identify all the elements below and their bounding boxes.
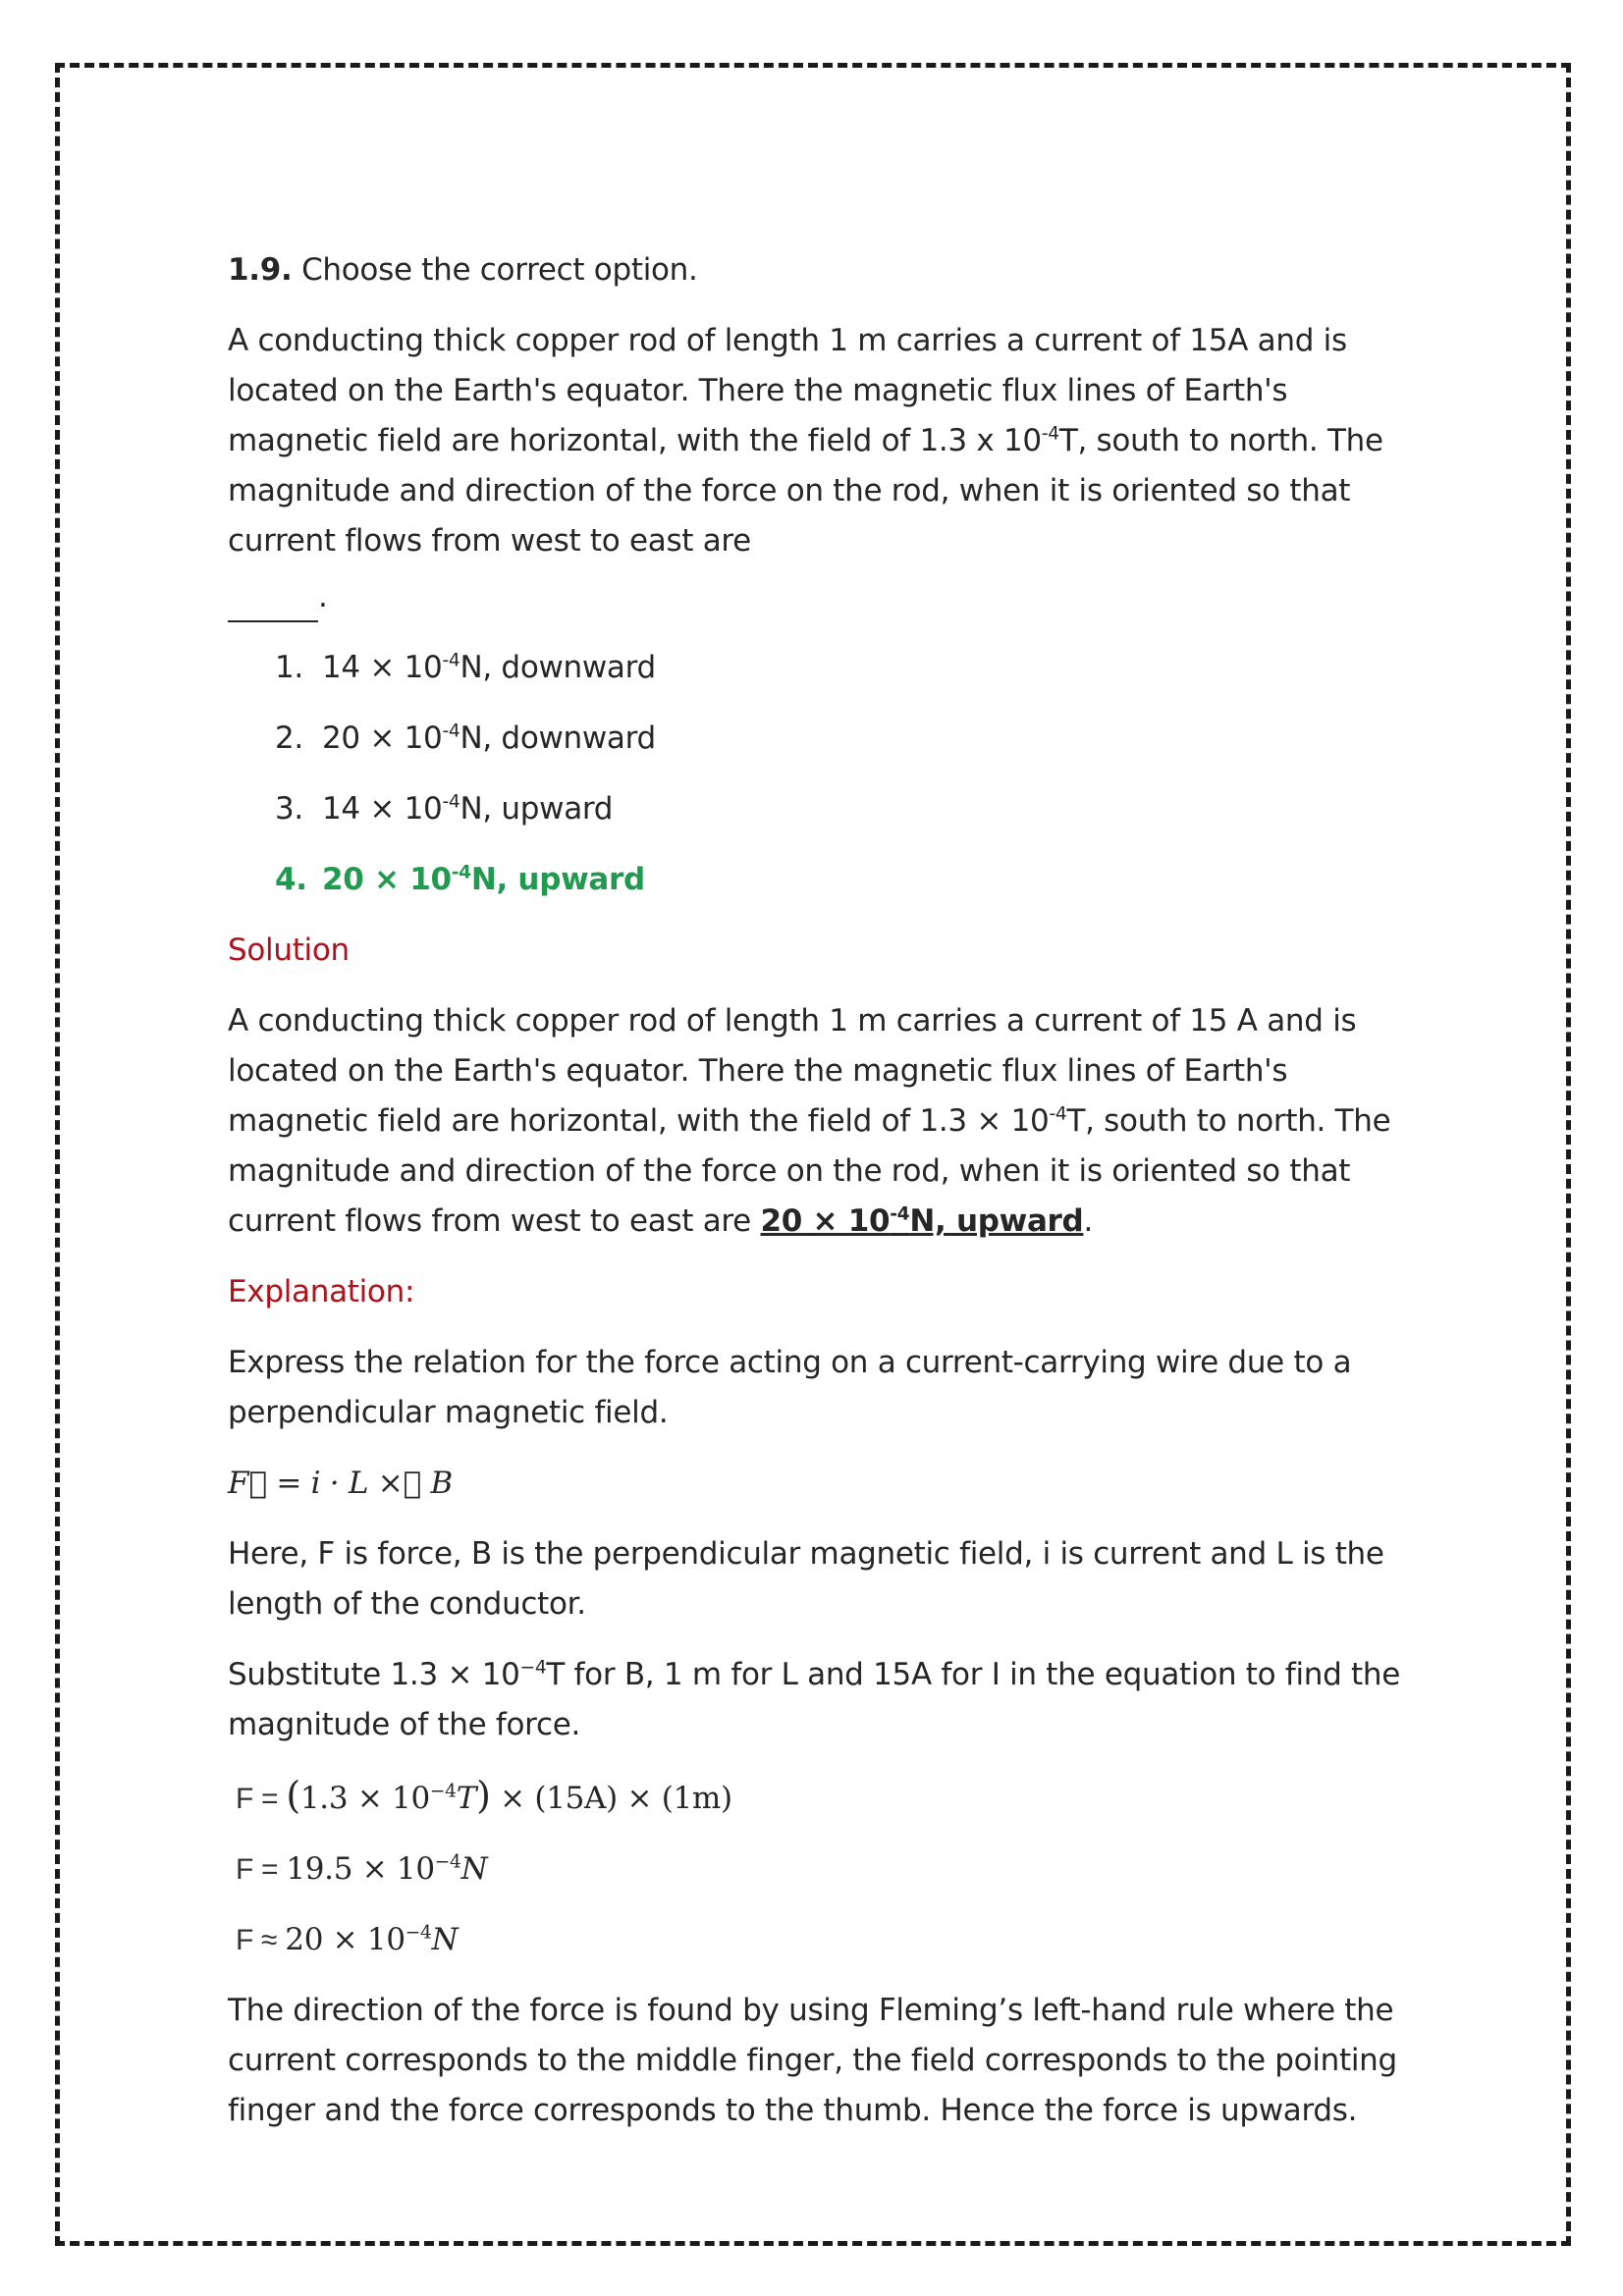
explanation-definitions: Here, F is force, B is the perpendicular magnetic field, i is current and L is the length of the conductor. <box>228 1536 1384 1622</box>
question-text <box>228 316 1406 566</box>
answer-blank-line <box>228 572 1406 622</box>
substitute-text: Substitute 1.3 × 10 <box>228 1657 520 1692</box>
equation-lhs: F = <box>236 1853 287 1886</box>
solution-heading: Solution <box>228 933 350 968</box>
eq-value: 19.5 × 10 <box>286 1851 435 1887</box>
equation-rhs <box>285 1922 458 1957</box>
option-1 <box>275 643 1406 693</box>
eq-rest: × (15A) × (1m) <box>490 1781 732 1816</box>
answer-unit: N, upward <box>909 1203 1084 1239</box>
solution-answer <box>761 1203 1084 1239</box>
explanation-intro: Express the relation for the force acting on a current-carrying wire due to a perpendicular magnetic field. <box>228 1345 1352 1430</box>
eq-exponent: −4 <box>405 1922 432 1944</box>
solution-text-mid: T, south to north. The magnitude and direction of the force on the rod, when it is oriented so that current flows from west to east are <box>228 1103 1391 1239</box>
eq-unit: N <box>431 1922 459 1957</box>
answer-period: . <box>1083 1203 1093 1239</box>
option-3 <box>275 784 1406 834</box>
option-unit: N, downward <box>460 650 656 685</box>
question-prompt: Choose the correct option. <box>301 252 698 288</box>
eq-unit: N <box>460 1851 488 1887</box>
option-unit: N, downward <box>460 721 656 756</box>
eq-exponent: −4 <box>429 1781 457 1802</box>
solution-text <box>228 996 1406 1247</box>
question-number: 1.9. <box>228 252 293 288</box>
option-number: 4. <box>275 862 307 897</box>
question-text-end: T, south to north. The magnitude and direction of the force on the rod, when it is oriented so that current flows from west to east are <box>228 423 1383 559</box>
equation-rhs: $(1.3 \times 10^{-4}T) \times (15A) \times (1m)$ <box>286 1774 732 1817</box>
solution-exponent: -4 <box>1049 1103 1067 1125</box>
equation-2 <box>228 1844 1406 1895</box>
option-number: 3. <box>275 791 303 827</box>
answer-blank <box>228 587 318 622</box>
option-unit: N, upward <box>470 862 645 897</box>
explanation-conclusion: The direction of the force is found by using Fleming’s left-hand rule where the current corresponds to the middle finger, the field corresponds to the pointing finger and the force corresponds to the thumb. Hence the force is upwards. <box>228 1993 1397 2128</box>
equation-1 <box>228 1771 1406 1824</box>
option-4-correct <box>275 855 1406 905</box>
option-number: 1. <box>275 650 303 685</box>
answer-exponent: -4 <box>890 1203 910 1225</box>
option-2 <box>275 714 1406 764</box>
solution-text-part: A conducting thick copper rod of length 1 m carries a current of 15 A and is located on the Earth's equator. There the magnetic flux lines of Earth's magnetic field are horizontal, with the field of 1.3 × 10 <box>228 1003 1357 1139</box>
explanation-heading: Explanation: <box>228 1274 415 1309</box>
option-text <box>322 784 613 834</box>
blank-period: . <box>318 579 328 614</box>
equation-lhs: F ≈ <box>236 1924 286 1956</box>
option-number: 2. <box>275 721 303 756</box>
question-text-part: A conducting thick copper rod of length 1 m carries a current of 15A and is located on the Earth's equator. There the magnetic flux lines of Earth's magnetic field are horizontal, with the field of 1.3 x 10 <box>228 323 1347 458</box>
question-exponent: -4 <box>1041 423 1059 445</box>
eq-exponent: −4 <box>434 1851 461 1873</box>
option-exponent: -4 <box>451 862 471 883</box>
option-value: 20 × 10 <box>322 721 443 756</box>
eq-unit: T <box>456 1781 477 1816</box>
equation-3 <box>228 1915 1406 1965</box>
answer-value: 20 × 10 <box>760 1203 891 1239</box>
substitute-text-end: T for B, 1 m for L and 15A for I in the equation to find the magnitude of the force. <box>228 1657 1401 1742</box>
option-exponent: -4 <box>442 791 460 813</box>
equation-lhs: F = <box>236 1783 287 1815</box>
substitute-exponent: −4 <box>519 1657 547 1679</box>
force-formula: F⃗ = i · L ×⃗ B <box>228 1466 454 1501</box>
eq-value: 20 × 10 <box>285 1922 406 1957</box>
option-text <box>322 643 656 693</box>
document-body <box>228 245 1406 2157</box>
option-value: 14 × 10 <box>322 650 443 685</box>
question-title <box>228 245 1406 295</box>
option-unit: N, upward <box>460 791 614 827</box>
equation-rhs <box>286 1851 487 1887</box>
explanation-substitute <box>228 1650 1406 1750</box>
option-exponent: -4 <box>442 721 460 742</box>
option-text <box>322 855 645 905</box>
option-exponent: -4 <box>442 650 460 671</box>
option-value: 14 × 10 <box>322 791 443 827</box>
eq-value: 1.3 × 10 <box>299 1781 430 1816</box>
option-text <box>322 714 656 764</box>
options-list <box>228 643 1406 905</box>
option-value: 20 × 10 <box>322 862 452 897</box>
